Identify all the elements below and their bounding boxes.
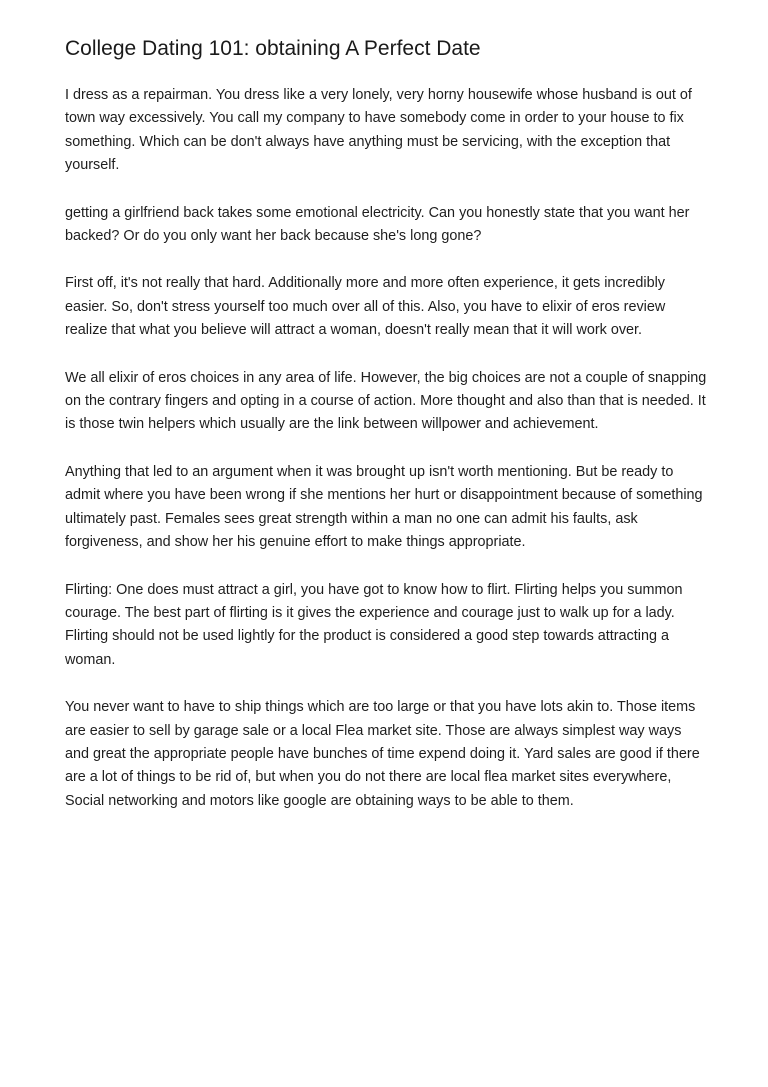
document-title: College Dating 101: obtaining A Perfect Date bbox=[65, 37, 481, 60]
paragraph-6: Flirting: One does must attract a girl, you have got to know how to flirt. Flirting helps you summon courage. The best part of flirting is it gives the experience and courage just to walk up for a lady. Flirting should not be used lightly for the product is considered a good step towards attracting a woman. bbox=[65, 581, 683, 668]
paragraph-7: You never want to have to ship things which are too large or that you have lots akin to. Those items are easier to sell by garage sale or a local Flea market site. Those are always simplest way ways and great the appropriate people have bunches of time expend doing it. Yard sales are good if there are a lot of things to be rid of, but when you do not there are local flea market sites everywhere, Social networking and motors like google are obtaining ways to be able to them. bbox=[65, 699, 700, 809]
paragraph-5: Anything that led to an argument when it was brought up isn't worth mentioning. But be ready to admit where you have been wrong if she mentions her hurt or disappointment because of something ultimately past. Females sees great strength within a man no one can admit his faults, ask forgiveness, and show her his genuine effort to make things appropriate. bbox=[65, 463, 703, 551]
paragraph-3: First off, it's not really that hard. Additionally more and more often experience, it gets incredibly easier. So, don't stress yourself too much over all of this. Also, you have to elixir of eros review realize that what you believe will attract a woman, doesn't really mean that it will work over. bbox=[65, 275, 666, 339]
paragraph-1: I dress as a repairman. You dress like a very lonely, very horny housewife whose husband is out of town way excessively. You call my company to have somebody come in order to your house to fix something. Which can be don't always have anything must be servicing, with the exception that yourself. bbox=[65, 87, 692, 174]
paragraph-2: getting a girlfriend back takes some emotional electricity. Can you honestly state that you want her backed? Or do you only want her back because she's long gone? bbox=[65, 204, 690, 245]
paragraph-4: We all elixir of eros choices in any area of life. However, the big choices are not a couple of snapping on the contrary fingers and opting in a course of action. More thought and also than that is needed. It is those twin helpers which usually are the link between willpower and achievement. bbox=[65, 369, 707, 433]
